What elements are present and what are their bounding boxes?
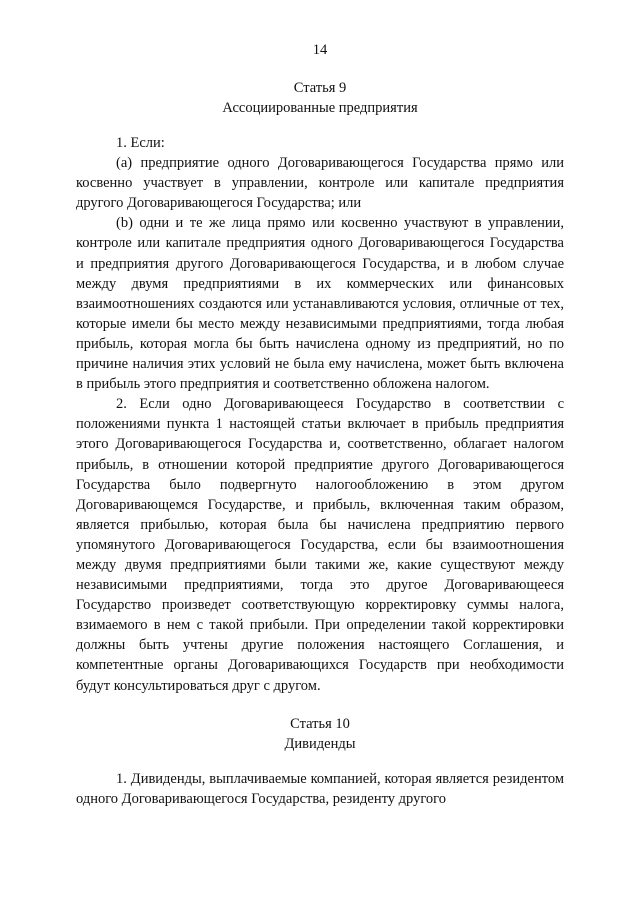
article-9-heading	[0, 78, 640, 118]
article-9-subtitle: Ассоциированные предприятия	[222, 100, 418, 116]
article-10-title: Статья 10	[290, 716, 350, 732]
article-9-paragraph: 1. Если:	[116, 135, 165, 151]
article-9-paragraph: (b) одни и те же лица прямо или косвенно участвуют в управлении, контроле или капитале предприятия одного Договаривающегося Государства и предприятия другого Договаривающегося Государства, и в любом случае между двумя предприятиями в их коммерческих или финансовых взаимоотношениях создаются или устанавливаются условия, отличные от тех, которые имели бы место между независимыми предприятиями, тогда любая прибыль, которая могла бы быть начислена одному из предприятий, но по причине наличия этих условий не была ему начислена, может быть включена в прибыль этого предприятия и соответственно обложена налогом.	[76, 215, 564, 393]
article-10-heading	[0, 714, 640, 754]
article-10-subtitle: Дивиденды	[284, 736, 356, 752]
article-9-paragraph: (a) предприятие одного Договаривающегося Государства прямо или косвенно участвует в управлении, контроле или капитале предприятия другого Договаривающегося Государства; или	[76, 155, 564, 212]
article-9-paragraph: 2. Если одно Договаривающееся Государство в соответствии с положениями пункта 1 настоящей статьи включает в прибыль предприятия этого Договаривающегося Государства и, соответственно, облагает налогом прибыль, в отношении которой предприятие другого Договаривающегося Государства было подвергнуто налогообложению в этом другом Договаривающемся Государстве, и прибыль, включенная таким образом, является прибылью, которая была бы начислена предприятию первого упомянутого Договаривающегося Государства, если бы взаимоотношения между двумя предприятиями были такими же, какие существуют между независимыми предприятиями, тогда это другое Договаривающееся Государство произведет соответствующую корректировку суммы налога, взимаемого в нем с такой прибыли. При определении такой корректировки должны быть учтены другие положения настоящего Соглашения, и компетентные органы Договаривающихся Государств при необходимости будут консультироваться друг с другом.	[76, 396, 564, 694]
article-9-title: Статья 9	[293, 80, 347, 96]
article-10-body	[76, 769, 564, 809]
article-9-body	[76, 133, 564, 696]
article-10-paragraph: 1. Дивиденды, выплачиваемые компанией, которая является резидентом одного Договаривающегося Государства, резиденту другого	[76, 771, 564, 808]
page-number: 14	[312, 42, 328, 58]
